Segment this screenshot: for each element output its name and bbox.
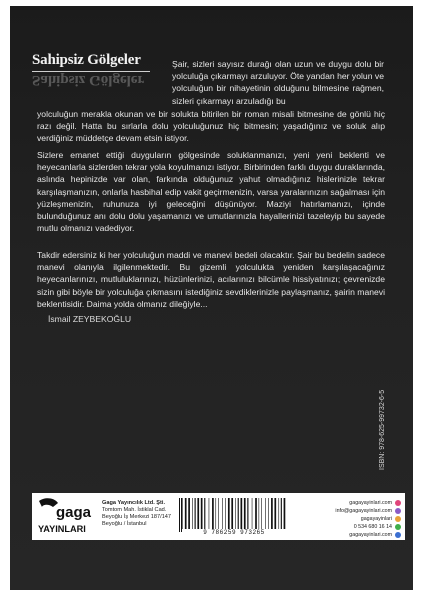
blurb-paragraph-3: Sizlere emanet ettiği duyguların gölgesinde soluklanmanızı, yeni yeni beklenti ve heyecanlarla sizlerden tekrar yola koyulmanızı istiyor. Birbirinden farklı duygu duraklarında, aslında hepinizde var olan, farkında olduğunuz yahut olmadığınız hislerinizle tekrar karşılaşmanızın, onlarla hasbihal edip vakit geçirmenizin, varsa yaralarınızın sağalması için yüzleşmenizin, ruhunuza iyi geleceğini düşünüyor. Maziyi hatırlamanızı, içinde bulunduğunuz anı dolu dolu yaşamanızı ve umutlarınızla hayallerinizi tazeleyip bu sayede mutlu olmanızı vadediyor. — [37, 150, 385, 234]
blurb-paragraph-1: Şair, sizleri sayısız durağı olan uzun ve duygu dolu bir yolculuğa çıkarmayı arzuluyor. Öte yandan her yolun ve yolculuğun bir nihayetinin olduğunu bilmesine rağmen, sizleri çıkarmayı arzuladığı bu — [172, 59, 384, 106]
author-name: İsmail ZEYBEKOĞLU — [48, 314, 132, 324]
barcode-bar — [284, 498, 286, 529]
barcode-bar — [268, 498, 269, 529]
logo-top-text: gaga — [56, 504, 92, 521]
title-block — [32, 52, 152, 88]
barcode-bar — [265, 498, 266, 529]
logo-bottom-text: YAYINLARI — [38, 524, 86, 534]
contact-list — [335, 499, 401, 539]
isbn-vertical: ISBN: 978-625-99732-6-5 — [379, 389, 386, 470]
barcode-bar — [179, 498, 180, 532]
barcode-bar — [271, 498, 273, 529]
barcode-bar — [255, 498, 257, 529]
barcode-bar — [204, 498, 205, 529]
barcode-bar — [212, 498, 214, 529]
contact-row — [335, 515, 401, 523]
publisher-address — [102, 500, 171, 528]
contact-row — [335, 523, 401, 531]
barcode-bar — [274, 498, 276, 529]
barcode-bar — [215, 498, 216, 529]
instagram-icon — [395, 516, 401, 522]
barcode-bar — [181, 498, 182, 532]
barcode-bar — [235, 498, 236, 529]
instagram-text: gagayayinlari — [360, 516, 392, 522]
phone-text: 0 534 680 16 14 — [353, 524, 392, 530]
barcode-bar — [225, 498, 226, 529]
barcode-bar — [201, 498, 203, 529]
barcode-bar — [195, 498, 196, 529]
barcode-bar — [252, 498, 253, 529]
book-title: Sahipsiz Gölgeler — [32, 52, 141, 68]
whatsapp-icon — [395, 524, 401, 530]
barcode-bar — [238, 498, 239, 529]
barcode-bar — [188, 498, 190, 529]
barcode-bar — [278, 498, 279, 529]
barcode-bar — [261, 498, 262, 529]
barcode-bar — [209, 498, 210, 529]
address-line-1: Tomtom Mah. İstiklal Cad. — [102, 507, 167, 513]
mail-icon — [395, 508, 401, 514]
barcode-bar — [244, 498, 246, 529]
address-line-3: Beyoğlu / İstanbul — [102, 521, 147, 527]
publisher-name: Gaga Yayıncılık Ltd. Şti. — [102, 500, 166, 506]
barcode-bar — [218, 498, 219, 529]
facebook-icon — [395, 532, 401, 538]
blurb-paragraph-4: Takdir edersiniz ki her yolculuğun maddi ve manevi bedeli olacaktır. Şair bu bedelin sadece manevi olanıyla ilgilenmektedir. Bu gizemli yolculukta yeniden karşılaşacağınız heyecanlarınızı, mutluluklarınızı, hüzünlerinizi, acılarınızı bilcümle hissiyatınızı; çevrenizde sizin gibi böyle bir yolculuğa çıkmasını istediğiniz sevdiklerinizle paylaşmanız, şairin manevi beklentisidir. Daima yolda olmanız dileğiyle... — [37, 250, 385, 309]
barcode-bar — [222, 498, 223, 529]
book-title-reflection: Sahipsiz Gölgeler — [32, 72, 145, 88]
barcode-bar — [231, 498, 233, 529]
publisher-footer — [32, 493, 405, 540]
barcode-bar — [241, 498, 243, 529]
address-line-2: Beyoğlu İş Merkezi 187/147 — [102, 514, 172, 520]
website-text-2: gagayayinlari.com — [349, 532, 392, 538]
back-cover — [10, 6, 413, 590]
barcode-bar — [228, 498, 230, 529]
barcode-bar — [182, 498, 183, 529]
globe-icon — [395, 500, 401, 506]
barcode-bar — [259, 498, 260, 529]
contact-row — [335, 507, 401, 515]
barcode-bar — [197, 498, 199, 529]
barcode-bar — [185, 498, 187, 529]
barcode-bar — [247, 498, 248, 529]
email-text: info@gagayayinlari.com — [335, 508, 392, 514]
contact-row — [335, 499, 401, 507]
publisher-logo — [36, 497, 92, 537]
barcode-number: 9 786259 973265 — [203, 529, 265, 536]
barcode-bar — [281, 498, 282, 529]
website-text: gagayayinlari.com — [349, 500, 392, 506]
barcode-bar — [192, 498, 193, 529]
blurb-paragraph-2: yolculuğun merakla okunan ve bir solukta bitirilen bir roman misali bitmesine de gönlü hiç razı değil. Hatta bu sırlarla dolu yolculuğunuz hiç bitmesin; yaşadığınız ve soluk alıp verdiğiniz müddetçe devam etsin istiyor. — [37, 109, 385, 144]
contact-row — [335, 531, 401, 539]
